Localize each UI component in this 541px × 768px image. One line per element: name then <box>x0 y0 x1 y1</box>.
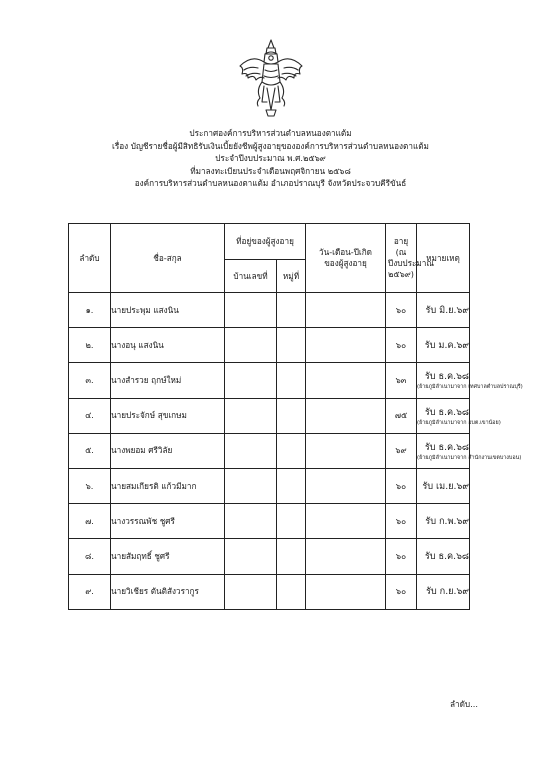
row-remark-text: รับ ธ.ค.๖๘ <box>424 441 470 453</box>
header-line-2: เรื่อง บัญชีรายชื่อผู้มีสิทธิรับเงินเบี้ยยังชีพผู้สูงอายุขององค์การบริหารส่วนตำบลหนองตาแต้ม <box>112 140 429 151</box>
header-no: ลำดับ <box>69 224 111 293</box>
row-age: ๖๐ <box>386 468 417 503</box>
garuda-emblem-icon <box>234 36 308 120</box>
row-birth-date <box>306 293 386 328</box>
row-remark <box>417 504 470 539</box>
row-name: นายประจักษ์ สุขเกษม <box>111 398 225 433</box>
row-house-no <box>225 398 277 433</box>
table-row <box>69 539 470 574</box>
table-row <box>69 363 470 398</box>
row-name: นายสมเกียรติ แก้วมีมาก <box>111 468 225 503</box>
header-village: หมู่ที่ <box>277 260 306 293</box>
row-age: ๖๓ <box>386 363 417 398</box>
row-name: นางวรรณพัช ชูศรี <box>111 504 225 539</box>
row-remark-note: (ย้ายภูมิลำเนามาจาก สำนักงานเขตบางบอน) <box>417 454 522 461</box>
table-row <box>69 468 470 503</box>
row-age: ๖๙ <box>386 433 417 468</box>
row-remark <box>417 363 523 398</box>
row-age: ๖๐ <box>386 328 417 363</box>
row-number: ๖. <box>69 468 111 503</box>
header-house-no: บ้านเลขที่ <box>225 260 277 293</box>
row-remark-text: รับ มิ.ย.๖๙ <box>425 304 470 316</box>
row-village <box>277 468 306 503</box>
header-birth-date: วัน-เดือน-ปีเกิดของผู้สูงอายุ <box>306 224 386 293</box>
row-number: ๑. <box>69 293 111 328</box>
row-remark <box>417 293 470 328</box>
row-birth-date <box>306 433 386 468</box>
table-row <box>69 328 470 363</box>
announcement-header <box>0 127 541 190</box>
table-row <box>69 574 470 609</box>
continued-marker: ลำดับ... <box>450 699 478 709</box>
row-remark <box>417 539 470 574</box>
row-number: ๓. <box>69 363 111 398</box>
recipients-table <box>68 223 523 610</box>
table-row <box>69 504 470 539</box>
header-age-label: อายุ <box>393 236 409 246</box>
row-birth-date <box>306 468 386 503</box>
row-house-no <box>225 363 277 398</box>
row-remark <box>417 398 501 433</box>
row-name: นางอนุ แสงนิน <box>111 328 225 363</box>
row-village <box>277 433 306 468</box>
row-remark <box>417 328 470 363</box>
row-birth-date <box>306 574 386 609</box>
header-age <box>386 224 434 293</box>
header-remark: หมายเหตุ <box>417 224 470 293</box>
row-age: ๖๐ <box>386 504 417 539</box>
row-house-no <box>225 539 277 574</box>
row-house-no <box>225 504 277 539</box>
row-house-no <box>225 468 277 503</box>
row-village <box>277 363 306 398</box>
header-line-5: องค์การบริหารส่วนตำบลหนองตาแต้ม อำเภอปราณบุรี จังหวัดประจวบคีรีขันธ์ <box>134 178 407 189</box>
row-remark-text: รับ ก.พ.๖๙ <box>425 515 470 527</box>
row-name: นายสัมฤทธิ์ ชูศรี <box>111 539 225 574</box>
row-village <box>277 293 306 328</box>
row-age: ๗๕ <box>386 398 417 433</box>
table-row <box>69 293 470 328</box>
row-remark-text: รับ ธ.ค.๖๘ <box>424 550 470 562</box>
row-birth-date <box>306 398 386 433</box>
row-age: ๖๐ <box>386 539 417 574</box>
table-row <box>69 433 470 468</box>
header-line-1: ประกาศองค์การบริหารส่วนตำบลหนองตาแต้ม <box>189 128 352 138</box>
row-village <box>277 398 306 433</box>
row-house-no <box>225 328 277 363</box>
header-address: ที่อยู่ของผู้สูงอายุ <box>225 224 306 260</box>
row-number: ๘. <box>69 539 111 574</box>
row-remark-note: (ย้ายภูมิลำเนามาจาก อบต.เขาน้อย) <box>417 419 501 426</box>
row-name: นางพยอม ศรีวิลัย <box>111 433 225 468</box>
row-remark-note: (ย้ายภูมิลำเนามาจาก เทศบาลตำบลปราณบุรี) <box>417 384 523 391</box>
row-name: นายวิเชียร ตันติสังวรากูร <box>111 574 225 609</box>
row-remark <box>417 433 522 468</box>
row-remark-text: รับ ธ.ค.๖๘ <box>424 371 470 383</box>
header-line-3: ประจำปีงบประมาณ พ.ศ.๒๕๖๙ <box>215 153 326 164</box>
row-village <box>277 328 306 363</box>
row-number: ๙. <box>69 574 111 609</box>
row-village <box>277 504 306 539</box>
row-number: ๕. <box>69 433 111 468</box>
row-remark <box>417 468 470 503</box>
row-village <box>277 574 306 609</box>
recipients-table-body <box>69 293 523 610</box>
row-house-no <box>225 574 277 609</box>
row-village <box>277 539 306 574</box>
header-line-4: ที่มาลงทะเบียนประจำเดือนพฤศจิกายน ๒๕๖๘ <box>190 165 351 176</box>
row-house-no <box>225 293 277 328</box>
header-name: ชื่อ-สกุล <box>111 224 225 293</box>
table-row <box>69 398 470 433</box>
row-number: ๒. <box>69 328 111 363</box>
row-age: ๖๐ <box>386 574 417 609</box>
row-birth-date <box>306 539 386 574</box>
row-birth-date <box>306 504 386 539</box>
row-number: ๗. <box>69 504 111 539</box>
row-remark-text: รับ ม.ค.๖๙ <box>424 339 470 351</box>
row-number: ๔. <box>69 398 111 433</box>
row-birth-date <box>306 328 386 363</box>
row-birth-date <box>306 363 386 398</box>
row-remark <box>417 574 470 609</box>
row-name: นางสำรวย ฤกษ์ใหม่ <box>111 363 225 398</box>
row-remark-text: รับ ธ.ค.๖๘ <box>424 406 470 418</box>
row-remark-text: รับ เม.ย.๖๙ <box>422 480 470 492</box>
row-house-no <box>225 433 277 468</box>
header-age-note: (ณ ปีงบประมาณ ๒๕๖๙) <box>388 247 434 279</box>
row-age: ๖๐ <box>386 293 417 328</box>
row-remark-text: รับ ก.ย.๖๙ <box>425 586 470 598</box>
row-name: นายประพุม แสงนิน <box>111 293 225 328</box>
